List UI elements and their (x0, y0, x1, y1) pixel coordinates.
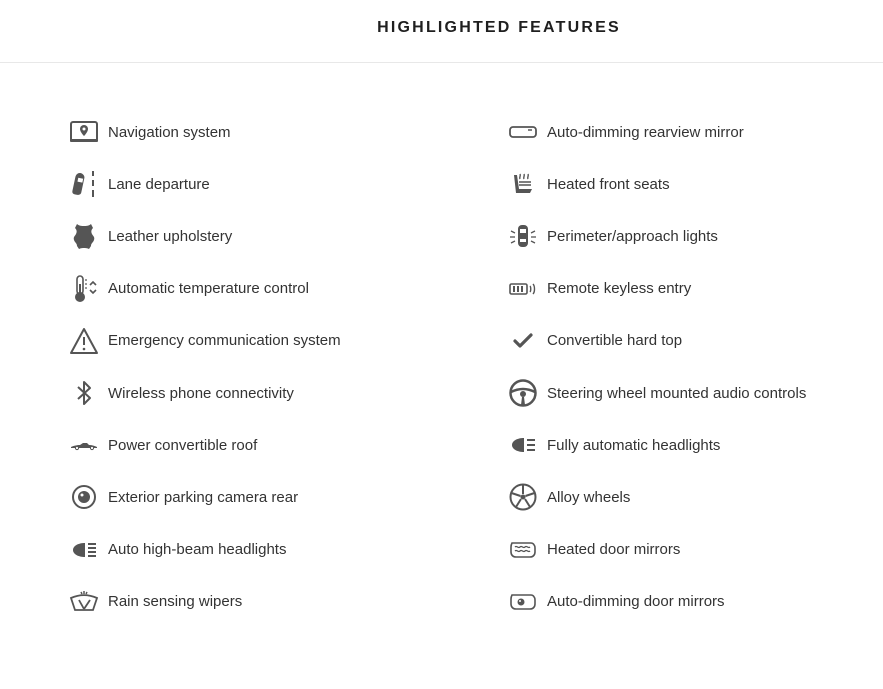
wiper-icon (68, 586, 100, 618)
feature-label: Emergency communication system (108, 332, 341, 350)
feature-label: Heated door mirrors (547, 541, 681, 559)
steering-wheel-icon (507, 377, 539, 409)
feature-label: Leather upholstery (108, 227, 233, 245)
feature-label: Rain sensing wipers (108, 593, 243, 611)
feature-label: Automatic temperature control (108, 280, 309, 298)
features-column-left (68, 106, 448, 628)
feature-label: Navigation system (108, 123, 231, 141)
high-beam-icon (68, 534, 100, 566)
camera-icon (68, 481, 100, 513)
thermometer-icon (68, 273, 100, 305)
feature-item (68, 367, 448, 419)
features-column-right (507, 106, 883, 628)
feature-item (68, 315, 448, 367)
convertible-car-icon (68, 429, 100, 461)
feature-label: Perimeter/approach lights (547, 227, 718, 245)
feature-item (68, 419, 448, 471)
feature-item (507, 419, 883, 471)
feature-label: Steering wheel mounted audio controls (547, 384, 807, 402)
heated-seat-icon (507, 168, 539, 200)
lane-departure-icon (68, 168, 100, 200)
page-title: HIGHLIGHTED FEATURES (377, 19, 621, 36)
feature-label: Auto-dimming door mirrors (547, 593, 725, 611)
leather-icon (68, 220, 100, 252)
feature-label: Lane departure (108, 175, 210, 193)
feature-item (68, 158, 448, 210)
feature-item (507, 524, 883, 576)
header (0, 0, 883, 63)
feature-label: Exterior parking camera rear (108, 488, 299, 506)
feature-item (507, 576, 883, 628)
feature-item (68, 524, 448, 576)
feature-label: Auto-dimming rearview mirror (547, 123, 744, 141)
feature-label: Heated front seats (547, 175, 670, 193)
feature-item (507, 210, 883, 262)
feature-label: Remote keyless entry (547, 280, 692, 298)
feature-item (68, 263, 448, 315)
feature-label: Convertible hard top (547, 332, 683, 350)
feature-item (507, 367, 883, 419)
approach-lights-icon (507, 220, 539, 252)
navigation-icon (68, 116, 100, 148)
feature-item (507, 263, 883, 315)
feature-label: Auto high-beam headlights (108, 541, 287, 559)
feature-item (68, 576, 448, 628)
feature-item (68, 471, 448, 523)
feature-item (68, 106, 448, 158)
feature-item (507, 158, 883, 210)
headlight-icon (507, 429, 539, 461)
bluetooth-icon (68, 377, 100, 409)
feature-label: Power convertible roof (108, 436, 258, 454)
feature-item (507, 106, 883, 158)
key-fob-icon (507, 273, 539, 305)
feature-label: Fully automatic headlights (547, 436, 721, 454)
warning-triangle-icon (68, 325, 100, 357)
feature-label: Wireless phone connectivity (108, 384, 294, 402)
feature-item (507, 471, 883, 523)
checkmark-icon (507, 325, 539, 357)
feature-item (68, 210, 448, 262)
door-mirror-icon (507, 586, 539, 618)
alloy-wheel-icon (507, 481, 539, 513)
heated-mirror-icon (507, 534, 539, 566)
rearview-mirror-icon (507, 116, 539, 148)
feature-item (507, 315, 883, 367)
feature-label: Alloy wheels (547, 488, 631, 506)
